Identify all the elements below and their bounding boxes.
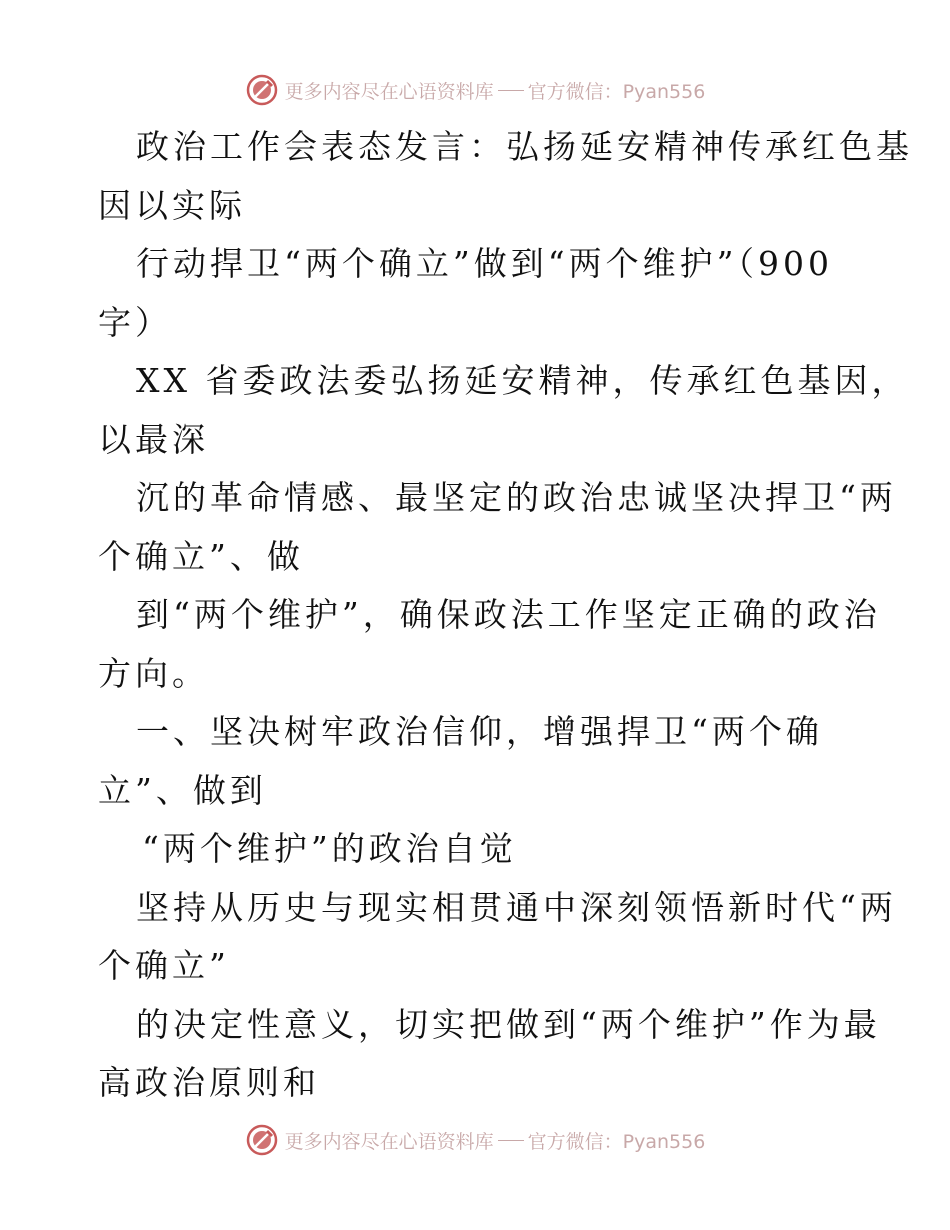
- doc-line: 沉的革命情感、最坚定的政治忠诚坚决捍卫“两: [136, 478, 897, 517]
- pen-circle-logo-icon: [245, 1123, 279, 1157]
- doc-line: 个确立”: [98, 946, 230, 985]
- doc-line: 方向。: [98, 653, 209, 693]
- watermark-separator: [498, 1140, 524, 1141]
- doc-line: 政治工作会表态发言：弘扬延安精神传承红色基: [136, 127, 913, 166]
- doc-line: 坚持从历史与现实相贯通中深刻领悟新时代“两: [136, 887, 897, 927]
- doc-line: 字）: [98, 302, 172, 342]
- doc-line: XX 省委政法委弘扬延安精神，传承红色基因，: [136, 361, 909, 400]
- watermark-text: 更多内容尽在心语资料库: [284, 1130, 494, 1153]
- doc-line: “两个维护”的政治自觉: [142, 829, 517, 868]
- header-watermark: [0, 70, 950, 110]
- doc-line: 高政治原则和: [98, 1063, 320, 1102]
- footer-watermark: [0, 1120, 950, 1160]
- watermark-text: 更多内容尽在心语资料库: [284, 80, 494, 103]
- doc-line: 行动捍卫“两个确立”做到“两个维护”（900: [136, 244, 833, 283]
- watermark-separator: [498, 90, 524, 91]
- watermark-suffix: 官方微信：Pyan556: [527, 80, 706, 103]
- doc-line: 到“两个维护”，确保政法工作坚定正确的政治: [136, 595, 881, 634]
- doc-line: 的决定性意义，切实把做到“两个维护”作为最: [136, 1004, 881, 1044]
- doc-line: 一、坚决树牢政治信仰，增强捍卫“两个确: [136, 712, 823, 751]
- pen-circle-logo-icon: [245, 73, 279, 107]
- watermark-suffix: 官方微信：Pyan556: [527, 1130, 706, 1153]
- doc-line: 个确立”、做: [98, 536, 304, 576]
- document-body: [98, 118, 913, 1113]
- doc-line: 因以实际: [98, 185, 246, 225]
- doc-line: 立”、做到: [98, 770, 267, 810]
- doc-line: 以最深: [98, 419, 209, 459]
